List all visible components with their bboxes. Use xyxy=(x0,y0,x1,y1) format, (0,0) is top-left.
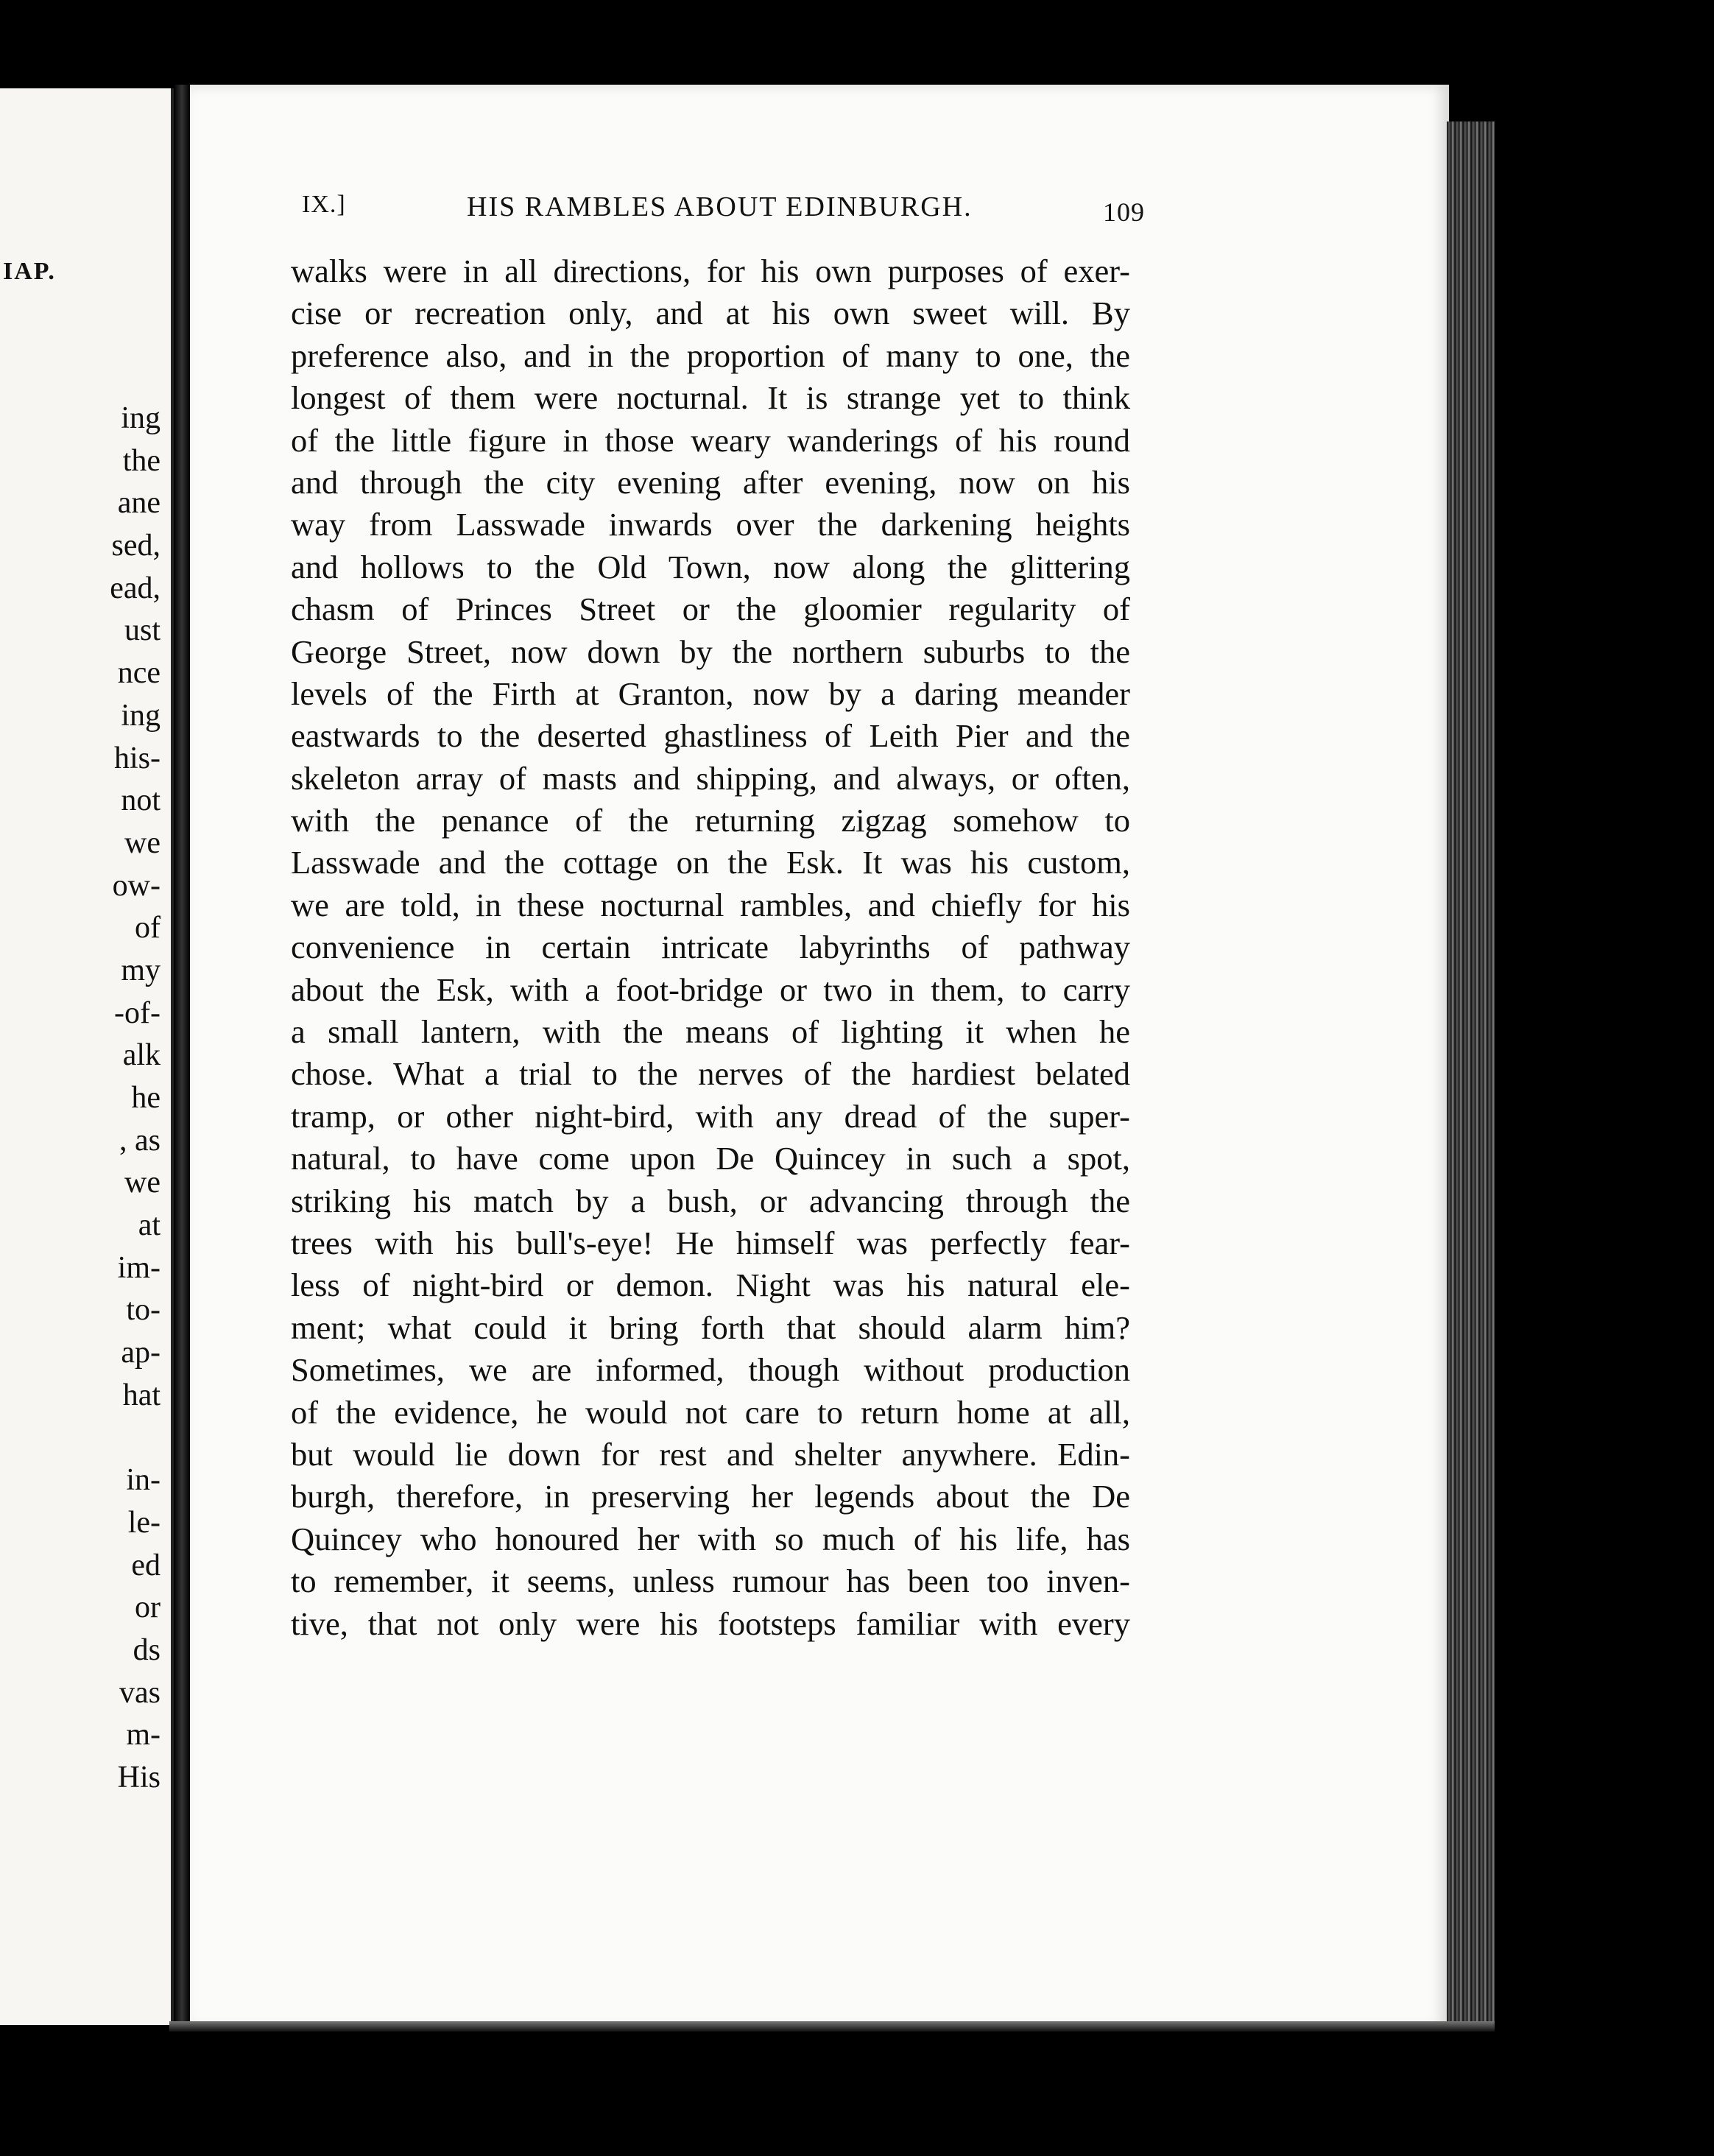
previous-page-line-ending: ed xyxy=(131,1548,161,1582)
text-line: trees with his bull's-eye! He himself was perfectly fear- xyxy=(291,1224,1130,1261)
text-line: ment; what could it bring forth that should alarm him? xyxy=(291,1308,1130,1346)
text-line: cise or recreation only, and at his own sweet will. By xyxy=(291,295,1130,332)
previous-page-line-ending: m- xyxy=(126,1718,161,1752)
previous-page-line-ending: , as xyxy=(119,1123,161,1158)
previous-page-line-endings xyxy=(110,398,161,1800)
text-line: Lasswade and the cottage on the Esk. It was his custom, xyxy=(291,844,1130,881)
previous-page-line-ending: His xyxy=(117,1761,161,1794)
text-line: George Street, now down by the northern suburbs to the xyxy=(291,633,1130,670)
text-line: Quincey who honoured her with so much of his life, has xyxy=(291,1520,1130,1557)
page-number: 109 xyxy=(1103,197,1145,227)
previous-page-line-ending: of xyxy=(135,911,161,945)
chapter-number: IX.] xyxy=(302,191,346,218)
text-line: less of night-bird or demon. Night was his natural ele- xyxy=(291,1267,1130,1304)
book-gutter xyxy=(174,85,190,2029)
running-head xyxy=(302,180,1145,225)
text-line: we are told, in these nocturnal rambles, and chiefly for his xyxy=(291,886,1130,923)
previous-page-line-ending: not xyxy=(121,783,161,818)
previous-page-line-ending: his- xyxy=(114,741,161,775)
previous-page-line-ending: ap- xyxy=(121,1336,161,1370)
text-line: of the evidence, he would not care to return home at all, xyxy=(291,1393,1130,1431)
text-line: way from Lasswade inwards over the darkening heights xyxy=(291,506,1130,543)
previous-page-line-ending: nce xyxy=(117,656,161,691)
previous-page-fragment xyxy=(0,88,174,2025)
text-line: but would lie down for rest and shelter anywhere. Edin- xyxy=(291,1435,1130,1473)
previous-page-line-ending: ust xyxy=(124,613,161,648)
previous-page-line-ending: at xyxy=(138,1208,161,1243)
previous-page-line-ending: sed, xyxy=(111,529,161,563)
previous-page-line-ending: the xyxy=(122,443,161,478)
previous-page-line-ending: -of- xyxy=(114,996,161,1030)
previous-page-line-ending: ane xyxy=(117,486,161,521)
previous-page-line-ending: in- xyxy=(126,1463,161,1498)
text-line: with the penance of the returning zigzag somehow to xyxy=(291,802,1130,839)
previous-page-running-head: IAP. xyxy=(3,258,56,285)
text-line: longest of them were nocturnal. It is strange yet to think xyxy=(291,379,1130,417)
text-line: convenience in certain intricate labyrinths of pathway xyxy=(291,929,1130,966)
text-line: and hollows to the Old Town, now along the glittering xyxy=(291,548,1130,585)
text-line: levels of the Firth at Granton, now by a daring meander xyxy=(291,674,1130,712)
previous-page-line-ending: hat xyxy=(122,1378,161,1412)
previous-page-line-ending: or xyxy=(135,1590,161,1625)
text-line: natural, to have come upon De Quincey in such a spot, xyxy=(291,1140,1130,1177)
previous-page-line-ending: ing xyxy=(121,698,161,733)
previous-page-line-ending: ing xyxy=(121,401,161,435)
previous-page-line-ending: le- xyxy=(127,1505,161,1540)
previous-page-line-ending: we xyxy=(124,825,161,860)
text-line: Sometimes, we are informed, though without production xyxy=(291,1351,1130,1389)
text-line: burgh, therefore, in preserving her legends about the De xyxy=(291,1478,1130,1515)
text-line: tramp, or other night-bird, with any dread of the super- xyxy=(291,1097,1130,1135)
previous-page-line-ending: im- xyxy=(117,1250,161,1285)
previous-page-line-ending: alk xyxy=(122,1038,161,1073)
text-line: eastwards to the deserted ghastliness of Leith Pier and the xyxy=(291,717,1130,755)
book-fore-edge xyxy=(1447,121,1495,2029)
text-line: a small lantern, with the means of lighting it when he xyxy=(291,1013,1130,1051)
text-line: about the Esk, with a foot-bridge or two in them, to carry xyxy=(291,970,1130,1008)
previous-page-line-ending: to- xyxy=(126,1293,161,1328)
book-bottom-edge xyxy=(169,2021,1495,2032)
text-line: of the little figure in those weary wanderings of his round xyxy=(291,421,1130,459)
previous-page-line-ending: we xyxy=(124,1166,161,1200)
body-text xyxy=(291,250,1130,1645)
text-line: striking his match by a bush, or advancing through the xyxy=(291,1182,1130,1219)
previous-page-line-ending: ead, xyxy=(110,571,161,605)
previous-page-line-ending: ds xyxy=(133,1632,161,1667)
text-line: chasm of Princes Street or the gloomier regularity of xyxy=(291,591,1130,628)
text-line: walks were in all directions, for his own purposes of exer- xyxy=(291,253,1130,289)
text-line: tive, that not only were his footsteps familiar with every xyxy=(291,1604,1130,1642)
previous-page-line-ending: ow- xyxy=(112,868,161,903)
previous-page-line-ending xyxy=(110,1417,161,1460)
previous-page-line-ending: he xyxy=(131,1081,161,1115)
running-title: HIS RAMBLES ABOUT EDINBURGH. xyxy=(467,191,973,222)
previous-page-line-ending: my xyxy=(121,953,161,987)
text-line: preference also, and in the proportion of many to one, the xyxy=(291,337,1130,374)
text-line: and through the city evening after evening, now on his xyxy=(291,463,1130,501)
text-line: chose. What a trial to the nerves of the hardiest belated xyxy=(291,1055,1130,1093)
text-line: to remember, it seems, unless rumour has been too inven- xyxy=(291,1563,1130,1600)
previous-page-line-ending: vas xyxy=(119,1675,161,1710)
text-line: skeleton array of masts and shipping, and always, or often, xyxy=(291,759,1130,797)
